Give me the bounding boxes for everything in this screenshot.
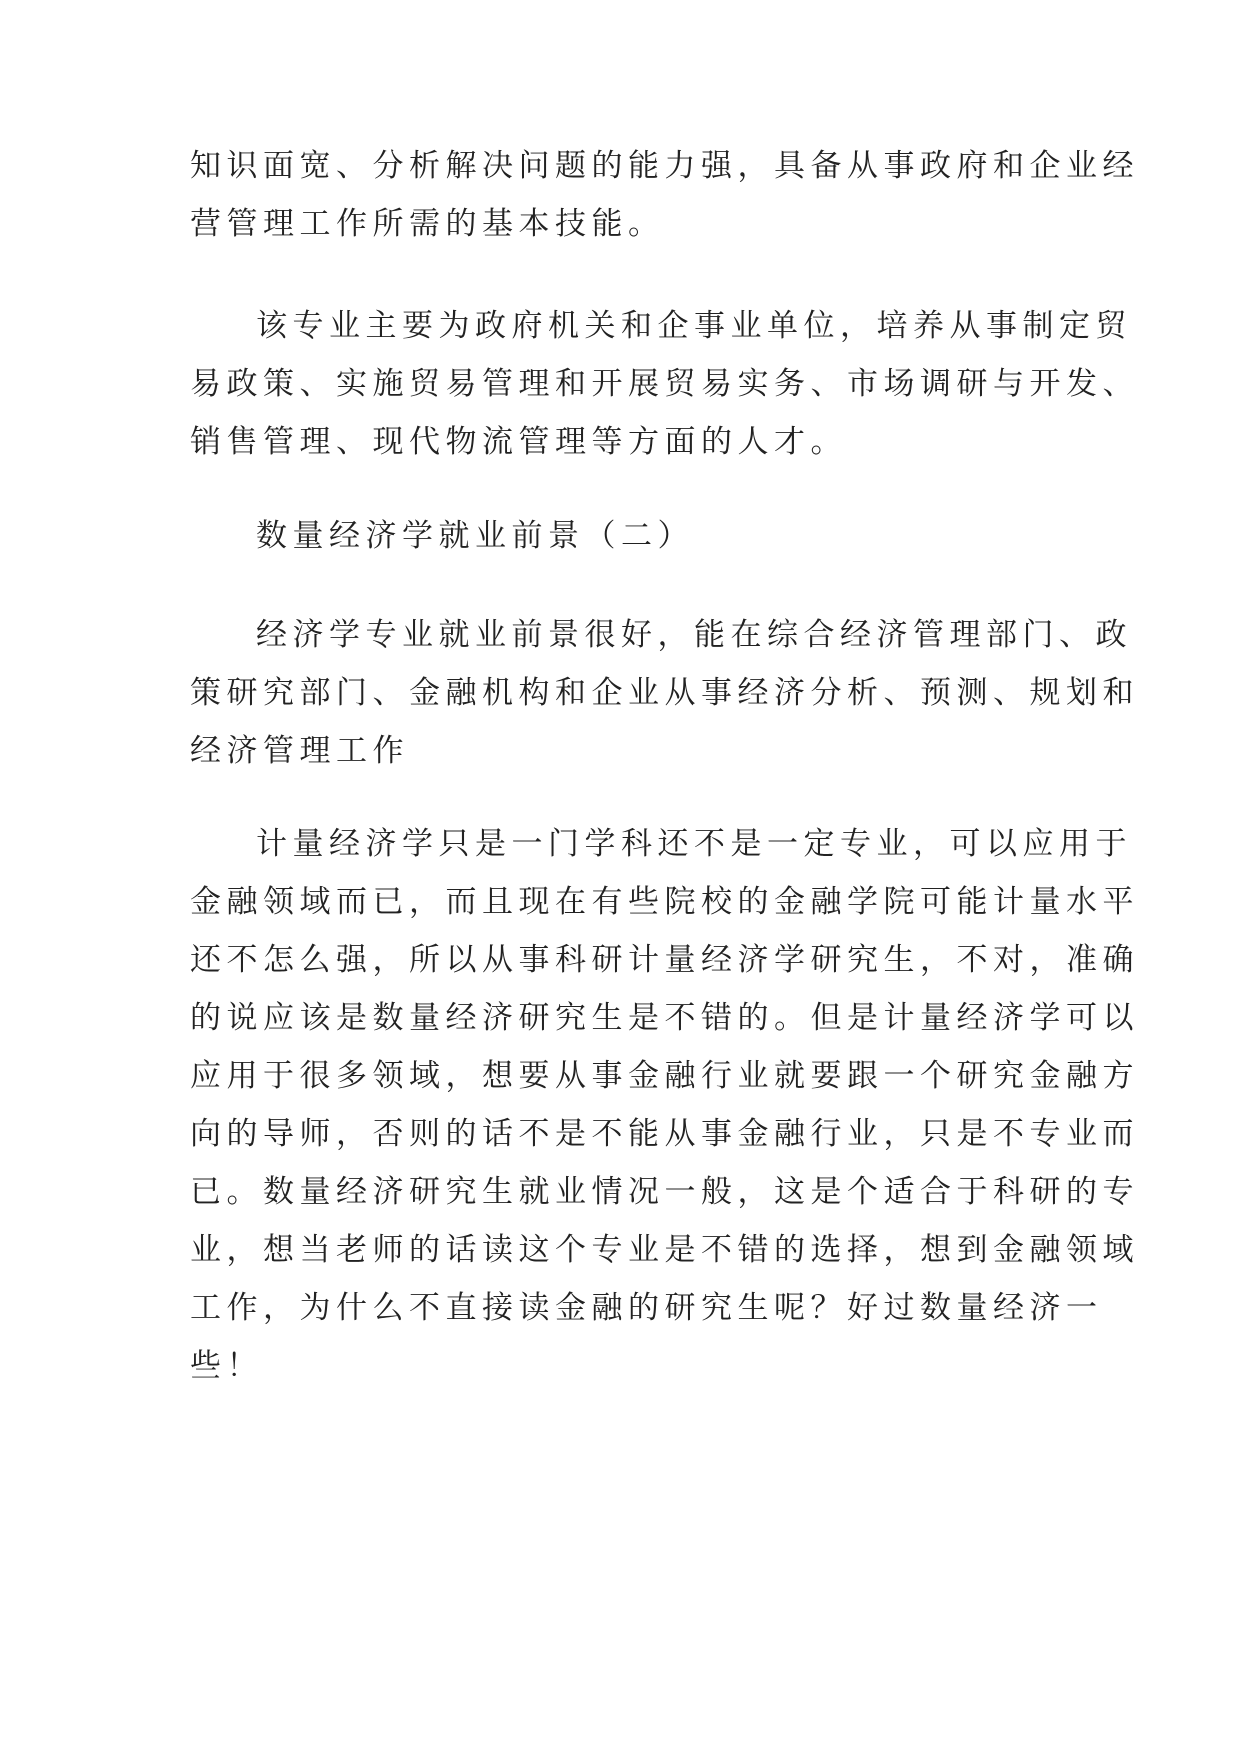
section-heading-text: 数量经济学就业前景（二） (256, 518, 694, 554)
text-line: 经济管理工作 (190, 733, 409, 769)
text-line: 工作，为什么不直接读金融的研究生呢？好过数量经济一 (190, 1290, 1103, 1326)
paragraph-4 (190, 815, 1139, 1395)
paragraph-1 (190, 137, 1139, 253)
text-line: 些！ (190, 1348, 263, 1384)
text-line: 策研究部门、金融机构和企业从事经济分析、预测、规划和 (190, 675, 1139, 711)
text-line: 易政策、实施贸易管理和开展贸易实务、市场调研与开发、 (190, 366, 1139, 402)
text-line: 还不怎么强，所以从事科研计量经济学研究生，不对，准确 (190, 942, 1139, 978)
paragraph-2 (190, 297, 1139, 471)
text-line: 的说应该是数量经济研究生是不错的。但是计量经济学可以 (190, 1000, 1139, 1036)
text-line: 该专业主要为政府机关和企事业单位，培养从事制定贸 (256, 308, 1132, 344)
text-line: 计量经济学只是一门学科还不是一定专业，可以应用于 (256, 826, 1132, 862)
text-line: 金融领域而已，而且现在有些院校的金融学院可能计量水平 (190, 884, 1139, 920)
text-line: 营管理工作所需的基本技能。 (190, 206, 665, 242)
text-line: 已。数量经济研究生就业情况一般，这是个适合于科研的专 (190, 1174, 1139, 1210)
text-line: 应用于很多领域，想要从事金融行业就要跟一个研究金融方 (190, 1058, 1139, 1094)
text-line: 经济学专业就业前景很好，能在综合经济管理部门、政 (256, 617, 1132, 653)
text-line: 业，想当老师的话读这个专业是不错的选择，想到金融领域 (190, 1232, 1139, 1268)
text-line: 销售管理、现代物流管理等方面的人才。 (190, 424, 847, 460)
text-line: 知识面宽、分析解决问题的能力强，具备从事政府和企业经 (190, 148, 1139, 184)
text-line: 向的导师，否则的话不是不能从事金融行业，只是不专业而 (190, 1116, 1139, 1152)
paragraph-3 (190, 606, 1139, 780)
section-heading (190, 507, 1070, 565)
